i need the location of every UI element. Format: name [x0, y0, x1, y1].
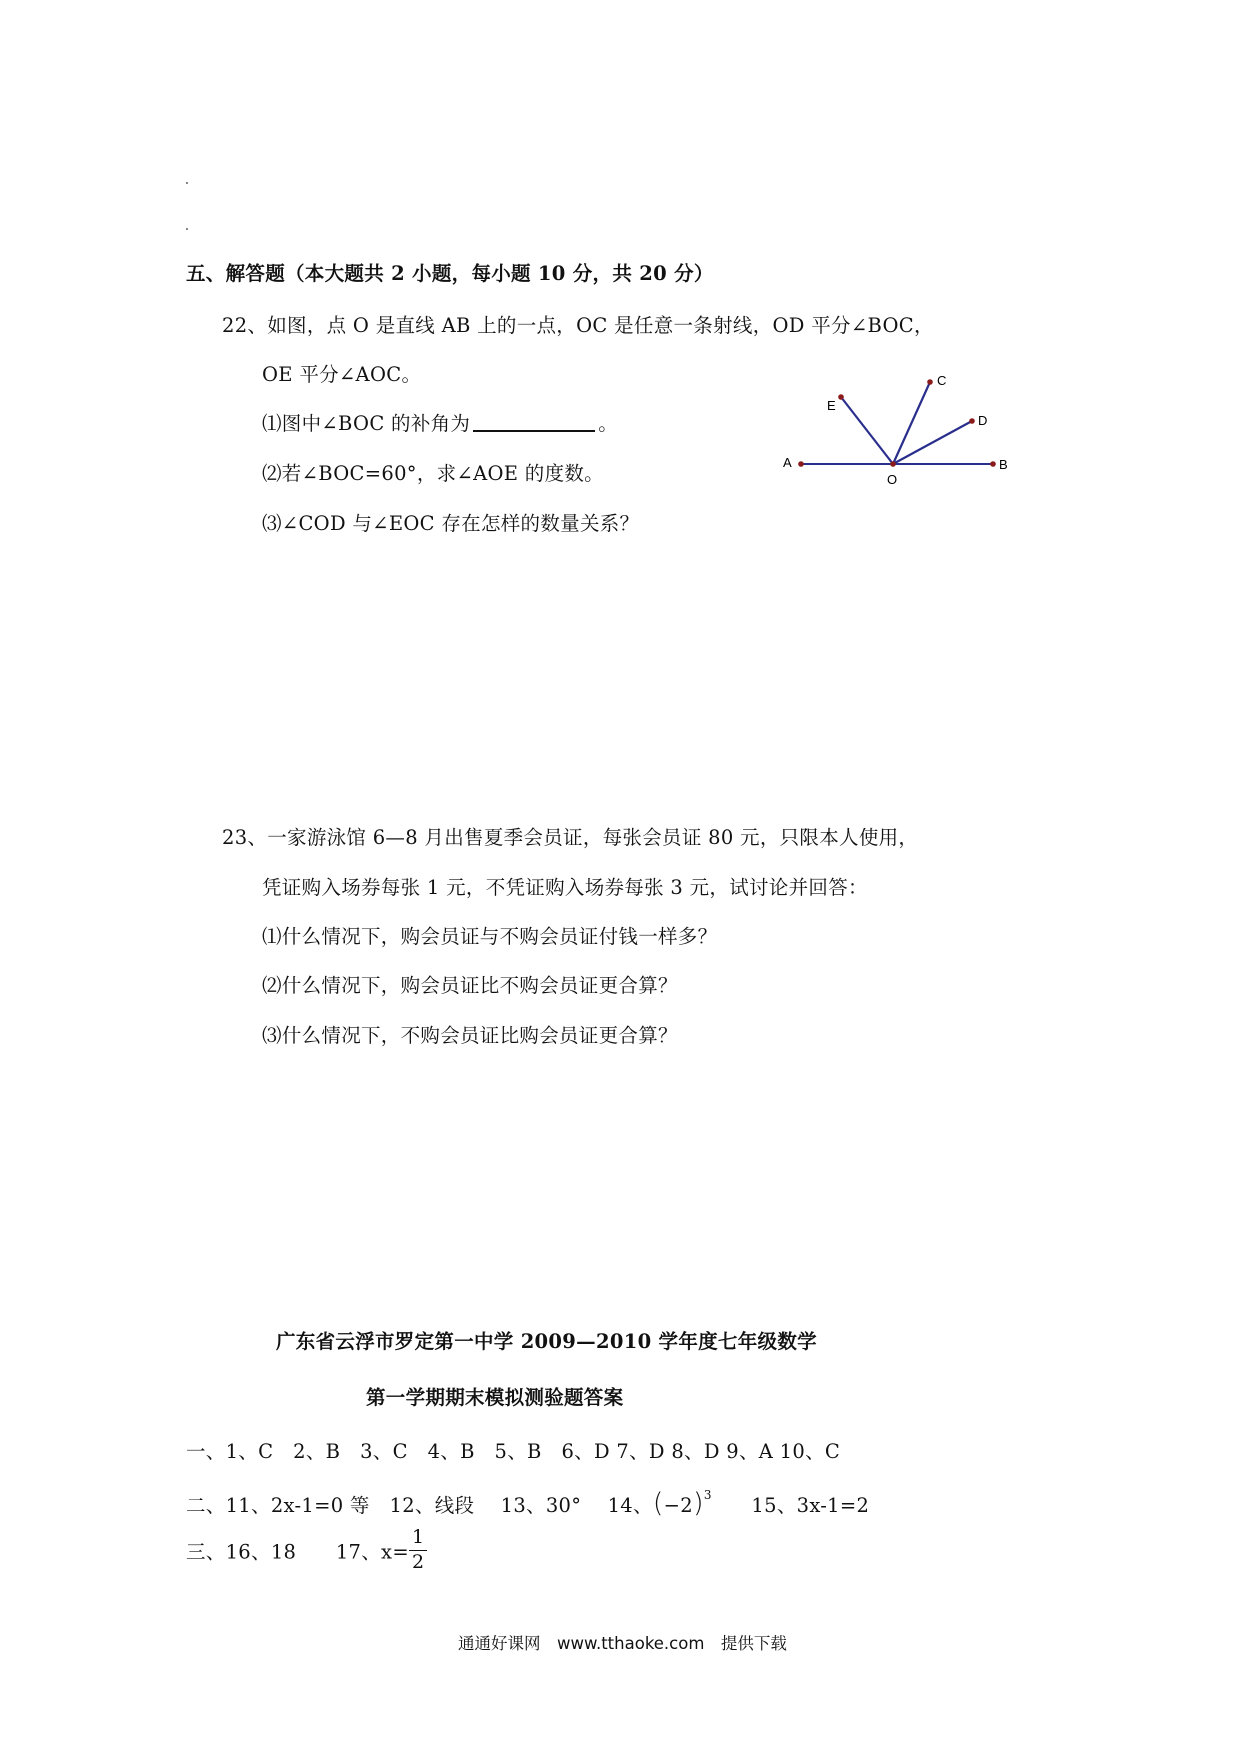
- angle-figure: [780, 365, 1020, 495]
- section-heading: 五、解答题（本大题共 2 小题，每小题 10 分，共 20 分）: [186, 262, 714, 285]
- q22-part3: ⑶∠COD 与∠EOC 存在怎样的数量关系？: [262, 512, 640, 535]
- q22-line1: 22、如图，点 O 是直线 AB 上的一点，OC 是任意一条射线，OD 平分∠BOC，: [222, 314, 934, 337]
- power-exponent: 3: [703, 1488, 712, 1502]
- ray-oe: [841, 397, 893, 464]
- label-a: A: [783, 455, 792, 470]
- power-base: −2: [663, 1494, 694, 1517]
- answer-title-line2: 第一学期期末模拟测验题答案: [366, 1386, 624, 1409]
- point-b: [990, 461, 996, 467]
- label-e: E: [827, 398, 836, 413]
- q23-part1: ⑴什么情况下，购会员证与不购会员证付钱一样多？: [262, 925, 718, 948]
- q22-part2: ⑵若∠BOC=60°，求∠AOE 的度数。: [262, 462, 604, 485]
- q23-line1: 23、一家游泳馆 6—8 月出售夏季会员证，每张会员证 80 元，只限本人使用，: [222, 826, 919, 849]
- q22-part1-text: ⑴图中∠BOC 的补角为: [262, 412, 471, 435]
- footer-credit: 通通好课网 www.tthaoke.com 提供下载: [458, 1634, 787, 1653]
- ray-oc: [893, 382, 930, 464]
- fraction-denominator: 2: [411, 1550, 425, 1573]
- paren-open: (: [652, 1488, 664, 1519]
- label-b: B: [999, 457, 1008, 472]
- answer-row-3-text: 三、16、18 17、x=: [186, 1540, 409, 1564]
- answer-row-3: [186, 1526, 427, 1575]
- answer-row-1: 一、1、C 2、B 3、C 4、B 5、B 6、D 7、D 8、D 9、A 10、C: [186, 1440, 841, 1463]
- point-a: [798, 461, 804, 467]
- label-o: O: [887, 472, 898, 487]
- point-d: [969, 418, 975, 424]
- q23-part2: ⑵什么情况下，购会员证比不购会员证更合算？: [262, 974, 678, 997]
- ray-od: [893, 421, 972, 464]
- answer-row-2-tail: 15、3x-1=2: [751, 1494, 870, 1517]
- point-e: [838, 394, 844, 400]
- point-o: [890, 461, 896, 467]
- answer-title-line1: 广东省云浮市罗定第一中学 2009—2010 学年度七年级数学: [276, 1330, 817, 1353]
- answer-row-2: [186, 1488, 869, 1519]
- answer-row-2-text: 二、11、2x-1=0 等 12、线段 13、30° 14、: [186, 1494, 653, 1517]
- q22-part1-end: 。: [598, 412, 619, 435]
- paren-close: ): [693, 1488, 704, 1519]
- answer-blank: [473, 412, 595, 432]
- label-c: C: [937, 373, 947, 388]
- point-c: [927, 379, 933, 385]
- scan-speck: [186, 228, 188, 230]
- scan-speck: [186, 182, 188, 184]
- label-d: D: [978, 413, 988, 428]
- q22-line2: OE 平分∠AOC。: [262, 363, 422, 386]
- q23-line2: 凭证购入场券每张 1 元，不凭证购入场券每张 3 元，试讨论并回答：: [262, 876, 868, 899]
- q22-part1: [262, 408, 618, 436]
- fraction-numerator: 1: [409, 1526, 427, 1551]
- fraction: [409, 1526, 427, 1575]
- q23-part3: ⑶什么情况下，不购会员证比购会员证更合算？: [262, 1024, 678, 1047]
